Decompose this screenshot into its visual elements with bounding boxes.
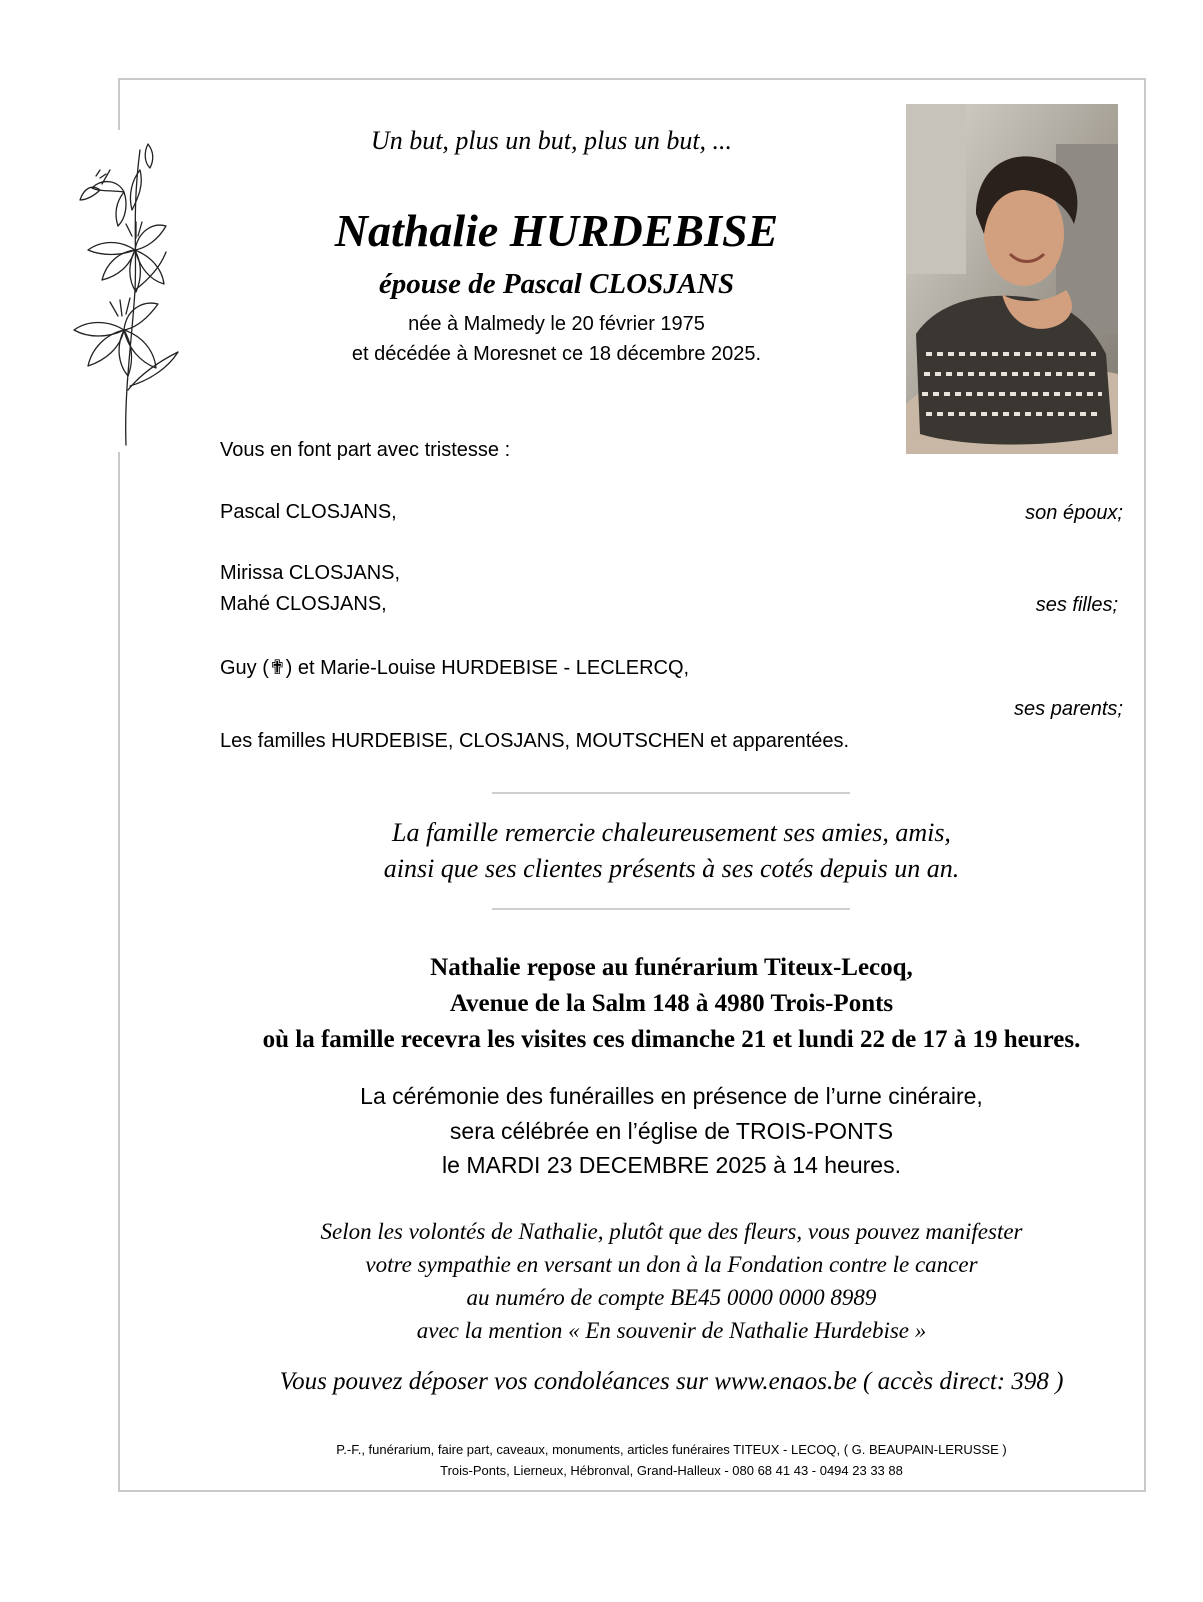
condolences-line: Vous pouvez déposer vos condoléances sur www.enaos.be ( accès direct: 398 ) xyxy=(279,1368,1064,1395)
donation-line-3: au numéro de compte BE45 0000 0000 8989 xyxy=(466,1285,877,1310)
footer-line-2: Trois-Ponts, Lierneux, Hébronval, Grand-Halleux - 080 68 41 43 - 0494 23 33 88 xyxy=(440,1463,903,1478)
repose-line-2: Avenue de la Salm 148 à 4980 Trois-Ponts xyxy=(449,990,894,1017)
thanks-line-2: ainsi que ses clientes présents à ses cotés depuis un an. xyxy=(383,854,960,883)
mourner-spouse: Pascal CLOSJANS, xyxy=(220,501,397,523)
relation-spouse: son époux; xyxy=(1025,502,1123,524)
mourner-parents: Guy (✟) et Marie-Louise HURDEBISE - LECLERCQ, xyxy=(220,657,690,679)
ceremony-line-2: sera célébrée en l’église de TROIS-PONTS xyxy=(449,1118,894,1144)
ceremony-line-3: le MARDI 23 DECEMBRE 2025 à 14 heures. xyxy=(442,1152,901,1178)
birth-line: née à Malmedy le 20 février 1975 xyxy=(408,313,705,335)
thanks-line-1: La famille remercie chaleureusement ses amies, amis, xyxy=(392,818,951,847)
repose-line-3: où la famille recevra les visites ces dimanche 21 et lundi 22 de 17 à 19 heures. xyxy=(262,1026,1081,1053)
spouse-line: épouse de Pascal CLOSJANS xyxy=(378,268,735,300)
ceremony-line-1: La cérémonie des funérailles en présence de l’urne cinéraire, xyxy=(360,1083,983,1109)
divider-top xyxy=(492,792,850,794)
divider-bottom xyxy=(492,908,850,910)
mourner-daughter-2: Mahé CLOSJANS, xyxy=(220,593,387,615)
footer-line-1: P.-F., funérarium, faire part, caveaux, monuments, articles funéraires TITEUX - LECOQ, ( G. BEAUPAIN-LERUSSE ) xyxy=(336,1442,1007,1457)
donation-line-4: avec la mention « En souvenir de Nathalie Hurdebise » xyxy=(416,1318,927,1343)
motto: Un but, plus un but, plus un but, ... xyxy=(370,126,733,155)
deceased-name: Nathalie HURDEBISE xyxy=(334,205,779,256)
donation-line-1: Selon les volontés de Nathalie, plutôt que des fleurs, vous pouvez manifester xyxy=(320,1219,1023,1244)
mourner-daughter-1: Mirissa CLOSJANS, xyxy=(220,562,401,584)
mourner-families: Les familles HURDEBISE, CLOSJANS, MOUTSCHEN et apparentées. xyxy=(220,730,850,752)
death-line: et décédée à Moresnet ce 18 décembre 2025. xyxy=(351,343,762,365)
relation-parents: ses parents; xyxy=(1014,698,1123,720)
repose-line-1: Nathalie repose au funérarium Titeux-Lecoq, xyxy=(430,954,913,981)
relation-daughters: ses filles; xyxy=(1035,594,1118,616)
donation-line-2: votre sympathie en versant un don à la Fondation contre le cancer xyxy=(365,1252,978,1277)
mourners-intro: Vous en font part avec tristesse : xyxy=(220,439,511,461)
